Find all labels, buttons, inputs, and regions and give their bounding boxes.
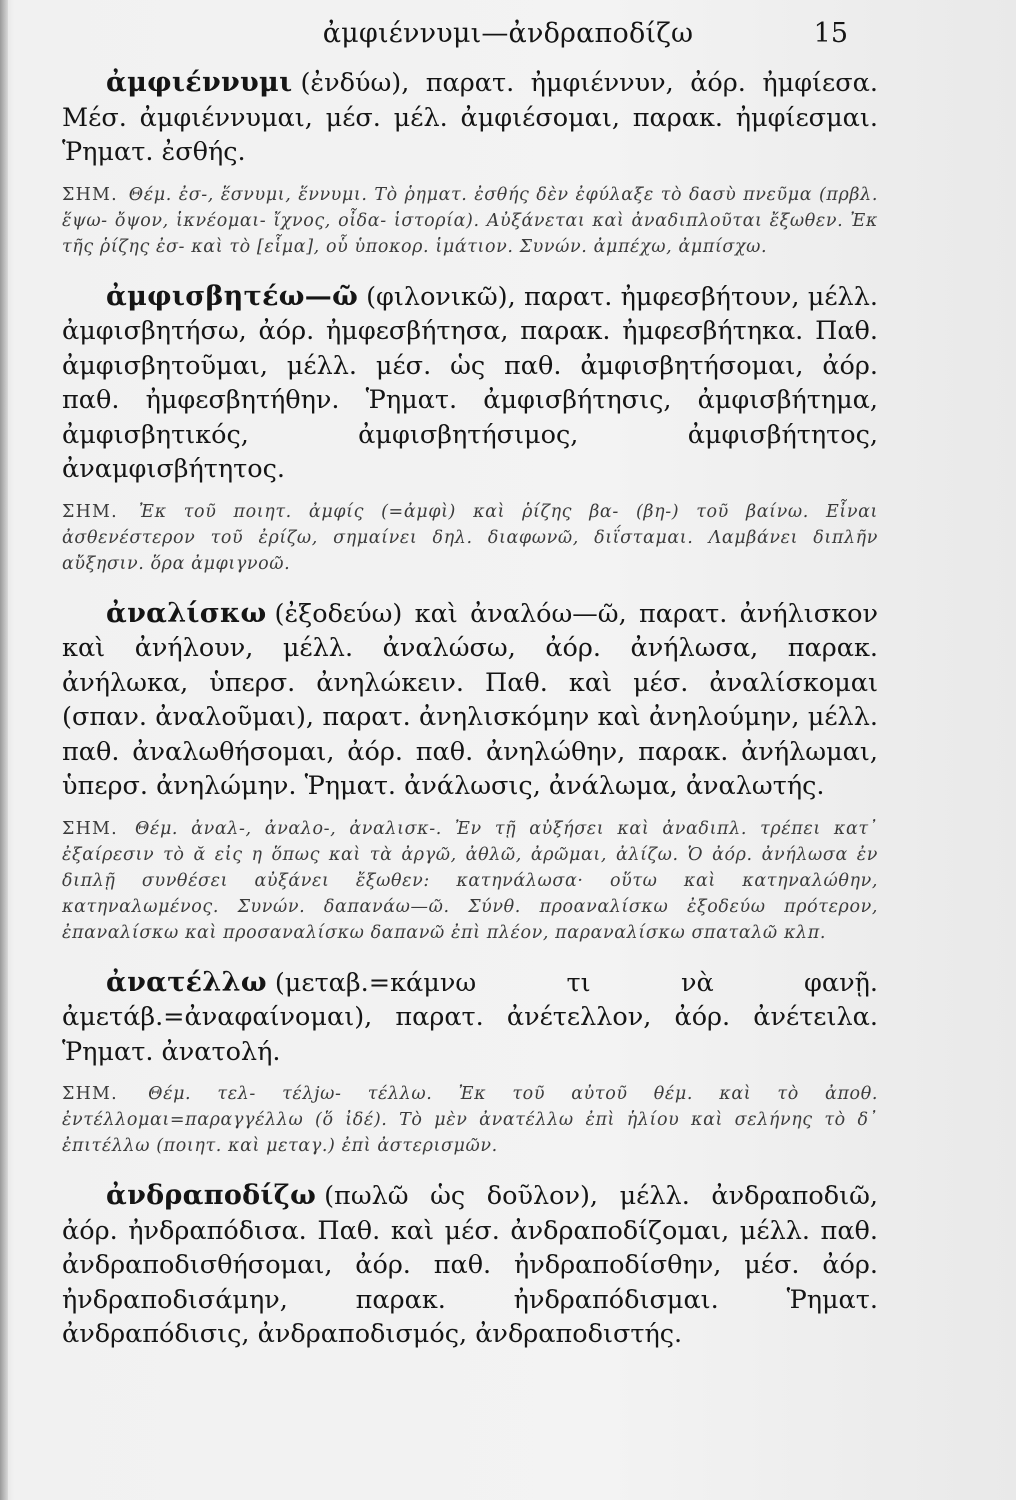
entry-note — [62, 182, 878, 260]
entry-amphiennymi — [62, 66, 878, 170]
entry-note — [62, 499, 878, 577]
note-label: ΣΗΜ. — [62, 1084, 118, 1104]
entry-body: (πωλῶ ὡς δοῦλον), μέλλ. ἀνδραποδιῶ, ἀόρ. ἠνδραπόδισα. Παθ. καὶ μέσ. ἀνδραποδίζομαι, μέλλ. παθ. ἀνδραποδισθήσομαι, ἀόρ. παθ. ἠνδραποδίσθην, μέσ. ἀόρ. ἠνδραποδισάμην, παρακ. ἠνδραπόδισμαι. Ῥηματ. ἀνδραπόδισις, ἀνδραποδισμός, ἀνδραποδιστής. — [62, 1181, 878, 1349]
note-body: Θέμ. ἐσ-, ἕσνυμι, ἕννυμι. Τὸ ῥηματ. ἐσθής δὲν ἐφύλαξε τὸ δασὺ πνεῦμα (πρβλ. ἕψω- ὄψον, ἱκνέομαι- ἴχνος, οἶδα- ἱστορία). Αὐξάνεται καὶ ἀναδιπλοῦται ἔξωθεν. Ἐκ τῆς ῥίζης ἐσ- καὶ τὸ [εἷμα], οὗ ὑποκορ. ἱμάτιον. Συνών. ἀμπέχω, ἀμπίσχω. — [62, 184, 878, 257]
entry-headword: ἀνδραποδίζω — [106, 1180, 317, 1211]
entry-body: (ἐνδύω), παρατ. ἠμφιέννυν, ἀόρ. ἠμφίεσα. Μέσ. ἀμφιέννυμαι, μέσ. μέλ. ἀμφιέσομαι, παρακ. ἠμφίεσμαι. Ῥηματ. ἐσθής. — [62, 68, 878, 167]
note-label: ΣΗΜ. — [62, 501, 118, 522]
entry-note — [62, 1081, 878, 1159]
entry-body: (φιλονικῶ), παρατ. ἠμφεσβήτουν, μέλλ. ἀμφισβητήσω, ἀόρ. ἠμφεσβήτησα, παρακ. ἠμφεσβήτηκα. Παθ. ἀμφισβητοῦμαι, μέλλ. μέσ. ὡς παθ. ἀμφισβητήσομαι, ἀόρ. παθ. ἠμφεσβητήθην. Ῥηματ. ἀμφισβήτησις, ἀμφισβήτημα, ἀμφισβητικός, ἀμφισβητήσιμος, ἀμφισβήτητος, ἀναμφισβήτητος. — [62, 281, 878, 484]
entry-amphisbeteo — [62, 280, 878, 487]
note-body: Θέμ. τελ- τέλjω- τέλλω. Ἐκ τοῦ αὐτοῦ θέμ. καὶ τὸ ἀποθ. ἐντέλλομαι=παραγγέλλω (ὅ ἰδέ). Τὸ μὲν ἀνατέλλω ἐπὶ ἡλίου καὶ σελήνης τὸ δ᾿ ἐπιτέλλω (ποιητ. καὶ μεταγ.) ἐπὶ ἀστερισμῶν. — [62, 1084, 878, 1156]
page-spine-shadow — [0, 0, 8, 1500]
page-number: 15 — [813, 18, 848, 49]
note-body: Ἐκ τοῦ ποιητ. ἀμφίς (=ἀμφὶ) καὶ ῥίζης βα- (βη-) τοῦ βαίνω. Εἶναι ἀσθενέστερον τοῦ ἐρίζω, σημαίνει δηλ. διαφωνῶ, διΐσταμαι. Λαμβάνει διπλῆν αὔξησιν. ὅρα ἀμφιγνοῶ. — [62, 501, 878, 574]
entry-body: (ἐξοδεύω) καὶ ἀναλόω—ῶ, παρατ. ἀνήλισκον καὶ ἀνήλουν, μέλλ. ἀναλώσω, ἀόρ. ἀνήλωσα, παρακ. ἀνήλωκα, ὑπερσ. ἀνηλώκειν. Παθ. καὶ μέσ. ἀναλίσκομαι (σπαν. ἀναλοῦμαι), παρατ. ἀνηλισκόμην καὶ ἀνηλούμην, μέλλ. παθ. ἀναλωθήσομαι, ἀόρ. παθ. ἀνηλώθην, παρακ. ἀνήλωμαι, ὑπερσ. ἀνηλώμην. Ῥηματ. ἀνάλωσις, ἀνάλωμα, ἀναλωτής. — [62, 598, 878, 801]
page-content — [62, 66, 878, 1364]
running-head — [0, 10, 1016, 60]
note-label: ΣΗΜ. — [62, 818, 118, 839]
entry-body: (μεταβ.=κάμνω τι νὰ φανῇ. ἀμετάβ.=ἀναφαίνομαι), παρατ. ἀνέτελλον, ἀόρ. ἀνέτειλα. Ῥηματ. ἀνατολή. — [62, 967, 878, 1067]
entry-headword: ἀμφιέννυμι — [106, 67, 293, 98]
entry-anatello — [62, 966, 878, 1070]
entry-analisko — [62, 597, 878, 804]
note-body: Θέμ. ἀναλ-, ἀναλο-, ἀναλισκ-. Ἐν τῇ αὐξήσει καὶ ἀναδιπλ. τρέπει κατ᾿ ἐξαίρεσιν τὸ ᾰ εἰς η ὅπως καὶ τὰ ἀργῶ, ἀθλῶ, ἀρῶμαι, ἀλίζω. Ὁ ἀόρ. ἀνήλωσα ἐν διπλῇ συνθέσει αὐξάνει ἔξωθεν: κατηνάλωσα· οὕτω καὶ κατηναλώθην, κατηναλωμένος. Συνών. δαπανάω—ῶ. Σύνθ. προαναλίσκω ἐξοδεύω πρότερον, ἐπαναλίσκω καὶ προσαναλίσκω δαπανῶ ἐπὶ πλέον, παραναλίσκω σπαταλῶ κλπ. — [62, 818, 878, 943]
note-label: ΣΗΜ. — [62, 184, 118, 205]
entry-headword: ἀνατέλλω — [106, 966, 267, 998]
entry-andrapodizo — [62, 1179, 878, 1352]
running-head-title: ἀμφιέννυμι—ἀνδραποδίζω — [322, 18, 694, 49]
entry-headword: ἀμφισβητέω—ῶ — [106, 280, 359, 312]
entry-note — [62, 816, 878, 946]
entry-headword: ἀναλίσκω — [106, 597, 267, 629]
